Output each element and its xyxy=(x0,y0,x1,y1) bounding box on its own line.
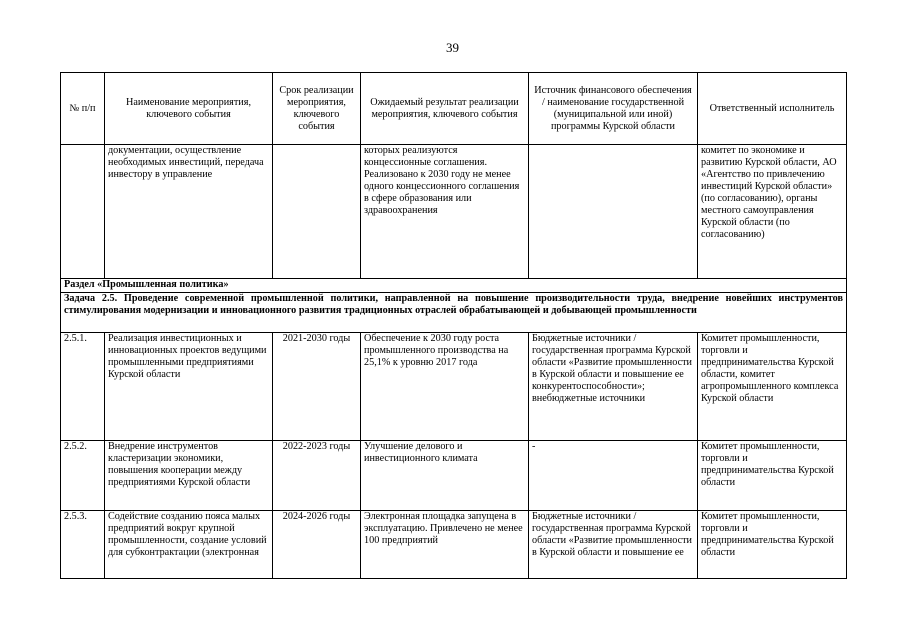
cell-result: Улучшение делового и инвестиционного климата xyxy=(361,441,529,511)
header-num: № п/п xyxy=(61,73,105,145)
cell-term xyxy=(273,145,361,279)
cell-result: которых реализуются концессионные соглашения. Реализовано к 2030 году не менее одного концессионного соглашения в сфере образования или здравоохранения xyxy=(361,145,529,279)
cell-name: документации, осуществление необходимых инвестиций, передача инвестору в управление xyxy=(105,145,273,279)
measures-table xyxy=(60,72,847,579)
cell-executor: Комитет промышленности, торговли и предпринимательства Курской области xyxy=(698,511,847,579)
table-row xyxy=(61,145,847,279)
header-name: Наименование мероприятия, ключевого события xyxy=(105,73,273,145)
cell-source: Бюджетные источники / государственная программа Курской области «Развитие промышленности в Курской области и повышение ее конкурентоспособности»; внебюджетные источники xyxy=(529,333,698,441)
cell-name: Содействие созданию пояса малых предприятий вокруг крупной промышленности, создание условий для субконтрактации (электронная xyxy=(105,511,273,579)
cell-source xyxy=(529,145,698,279)
table-row xyxy=(61,333,847,441)
header-term: Срок реализации мероприятия, ключевого события xyxy=(273,73,361,145)
cell-term: 2022-2023 годы xyxy=(273,441,361,511)
cell-executor: Комитет промышленности, торговли и предпринимательства Курской области, комитет агропромышленного комплекса Курской области xyxy=(698,333,847,441)
cell-result: Электронная площадка запущена в эксплуатацию. Привлечено не менее 100 предприятий xyxy=(361,511,529,579)
cell-result: Обеспечение к 2030 году роста промышленного производства на 25,1% к уровню 2017 года xyxy=(361,333,529,441)
cell-num: 2.5.2. xyxy=(61,441,105,511)
cell-name: Реализация инвестиционных и инновационных проектов ведущими промышленными предприятиями Курской области xyxy=(105,333,273,441)
table-row xyxy=(61,441,847,511)
cell-num xyxy=(61,145,105,279)
cell-num: 2.5.1. xyxy=(61,333,105,441)
section-title: Раздел «Промышленная политика» xyxy=(61,279,847,293)
page-number: 39 xyxy=(446,40,459,55)
section-row xyxy=(61,279,847,293)
task-title: Задача 2.5. Проведение современной промышленной политики, направленной на повышение производительности труда, внедрение новейших инструментов стимулирования модернизации и инновационного развития традиционных отраслей обрабатывающей и добывающей промышленности xyxy=(61,293,847,333)
cell-term: 2021-2030 годы xyxy=(273,333,361,441)
cell-term: 2024-2026 годы xyxy=(273,511,361,579)
table-header-row xyxy=(61,73,847,145)
header-executor: Ответственный исполнитель xyxy=(698,73,847,145)
cell-executor: комитет по экономике и развитию Курской области, АО «Агентство по привлечению инвестиций Курской области» (по согласованию), органы местного самоуправления Курской области (по согласованию) xyxy=(698,145,847,279)
task-row xyxy=(61,293,847,333)
table-row xyxy=(61,511,847,579)
header-result: Ожидаемый результат реализации мероприятия, ключевого события xyxy=(361,73,529,145)
cell-name: Внедрение инструментов кластеризации экономики, повышения кооперации между предприятиями Курской области xyxy=(105,441,273,511)
cell-source: Бюджетные источники / государственная программа Курской области «Развитие промышленности в Курской области и повышение ее xyxy=(529,511,698,579)
header-source: Источник финансового обеспечения / наименование государственной (муниципальной или иной) программы Курской области xyxy=(529,73,698,145)
cell-source: - xyxy=(529,441,698,511)
cell-executor: Комитет промышленности, торговли и предпринимательства Курской области xyxy=(698,441,847,511)
cell-num: 2.5.3. xyxy=(61,511,105,579)
